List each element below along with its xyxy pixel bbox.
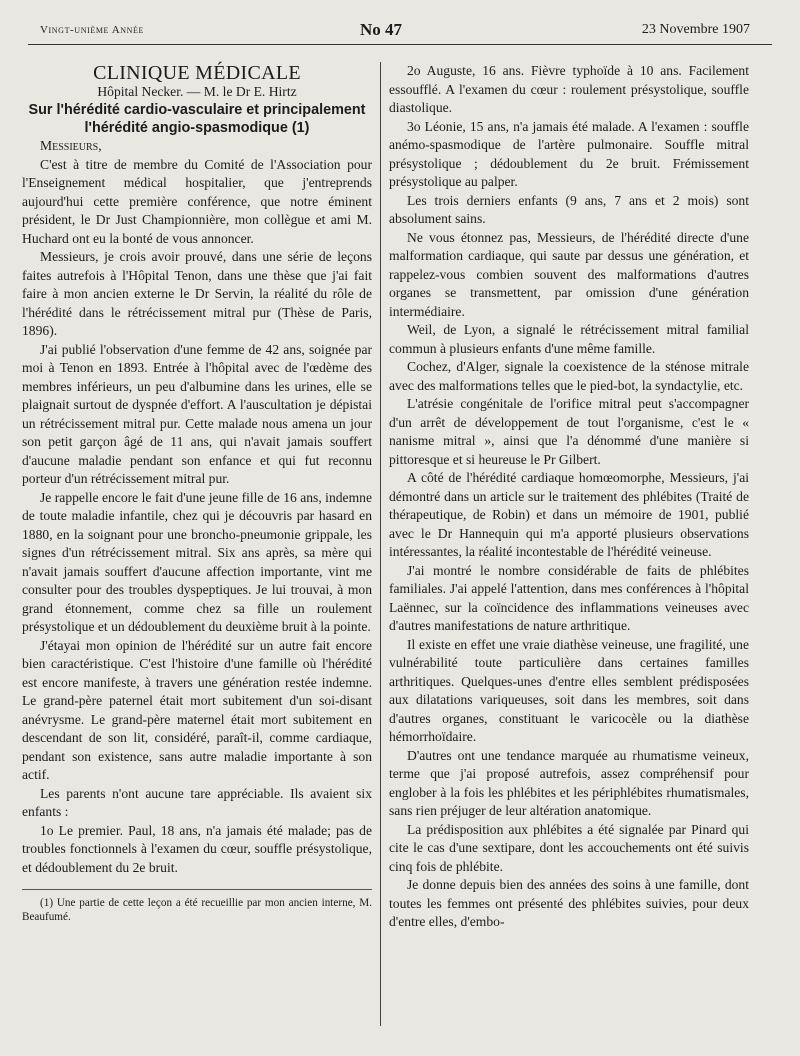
paragraph: 3o Léonie, 15 ans, n'a jamais été malade. A l'examen : souffle anémo-spasmodique de l'artère pulmonaire. Souffle mitral présystolique ; dédoublement du 2e bruit. Frémissement présystolique au palper.	[389, 118, 749, 189]
section-title: CLINIQUE MÉDICALE	[93, 62, 301, 84]
paragraph: La prédisposition aux phlébites a été signalée par Pinard qui cite le cas d'une sextipare, dont les accouchements ont été suivis cinq fois de phlébite.	[389, 821, 749, 874]
paragraph: 2o Auguste, 16 ans. Fièvre typhoïde à 10 ans. Facilement essoufflé. A l'examen du cœur : roulement présystolique, souffle diastolique.	[389, 63, 749, 115]
footnote-rule	[22, 889, 372, 890]
paragraph: J'ai publié l'observation d'une femme de 42 ans, soignée par moi à Tenon en 1893. Entrée à l'hôpital avec de l'œdème des membres inférieurs, un peu d'albumine dans les urines, elle se plaignait surtout de dyspnée d'effort. A l'auscultation je dépistai un rétrécissement mitral pur. Cette malade nous amena un jour son petit garçon âgé de 11 ans, qui n'avait jamais souffert d'aucune maladie pendant son enfance et qui fut reconnu porteur d'un rétrécissement mitral pur.	[22, 341, 372, 486]
column-divider	[380, 62, 381, 1026]
paragraph: Ne vous étonnez pas, Messieurs, de l'hérédité directe d'une malformation cardiaque, qui saute par dessus une génération, et rappelez-vous combien souvent des malformations d'autres organes se transmettent, par omission d'une génération intermédiaire.	[389, 229, 749, 319]
paragraph: 1o Le premier. Paul, 18 ans, n'a jamais été malade; pas de troubles fonctionnels à l'examen du cœur, souffle présystolique, et dédoublement du 2e bruit.	[22, 822, 372, 875]
left-column	[22, 64, 372, 924]
right-column	[389, 62, 749, 932]
paragraph: L'atrésie congénitale de l'orifice mitral peut s'accompagner d'un arrêt de développement de tout l'organisme, c'est le « nanisme mitral », ainsi que l'a dénommé d'une manière si pittoresque et si heureuse le Pr Gilbert.	[389, 396, 749, 467]
running-header	[30, 20, 770, 42]
paragraph: Je donne depuis bien des années des soins à une famille, dont toutes les femmes ont présenté des phlébites suivies, pour deux d'entre elles, d'embo-	[389, 877, 749, 929]
salutation: Messieurs,	[40, 138, 102, 153]
paragraph: D'autres ont une tendance marquée au rhumatisme veineux, terme que j'ai proposé autrefois, assez compréhensif pour englober à la fois les phlébites et les périphlébites rhumatismales, sans rien préjuger de leur altération anatomique.	[389, 747, 749, 818]
paragraph: Il existe en effet une vraie diathèse veineuse, une fragilité, une vulnérabilité toute particulière dans certaines familles arthritiques. Quelques-unes d'entre elles semblent prédisposées aux dilatations variqueuses, soit dans les membres, soit dans d'autres organes, constituant le varicocèle ou la diathèse hémorrhoïdaire.	[389, 636, 749, 744]
paragraph: Weil, de Lyon, a signalé le rétrécissement mitral familial commun à plusieurs enfants d'une même famille.	[389, 322, 749, 356]
header-rule	[28, 44, 772, 45]
paragraph: C'est à titre de membre du Comité de l'Association pour l'Enseignement médical hospitalier, que j'entreprends aujourd'hui cette première conférence, que notre éminent président, le Dr Just Championnière, mon collègue et ami M. Huchard ont eu la bonté de vous annoncer.	[22, 156, 372, 246]
issue-date: 23 Novembre 1907	[641, 22, 750, 37]
paragraph: A côté de l'hérédité cardiaque homœomorphe, Messieurs, j'ai démontré dans un article sur le traitement des phlébites (Traité de thérapeutique, de Robin) et dans un mémoire de 1901, publié avec le Dr Hannequin qui m'a apporté plusieurs observations intéressantes, la réalité incontestable de l'hérédité veineuse.	[389, 470, 749, 559]
article-title: Sur l'hérédité cardio-vasculaire et principalement l'hérédité angio-spasmodique (1)	[28, 102, 366, 136]
paragraph: J'étayai mon opinion de l'hérédité sur un autre fait encore bien caractéristique. C'est l'histoire d'une famille où l'hérédité est encore manifeste, à travers une génération restée indemne. Le grand-père paternel était mort subitement d'un soi-disant anévrysme. Le grand-père maternel était mort subitement en descendant de son lit, considéré, paraît-il, comme cardiaque, pendant son existence, sans autre maladie importante à son actif.	[22, 637, 372, 782]
paragraph: Les trois derniers enfants (9 ans, 7 ans et 2 mois) sont absolument sains.	[389, 192, 749, 226]
paragraph: Les parents n'ont aucune tare appréciable. Ils avaient six enfants :	[22, 785, 372, 819]
paragraph: Messieurs, je crois avoir prouvé, dans une série de leçons faites autrefois à l'Hôpital Tenon, dans une thèse que j'ai fait faire à mon ancien externe le Dr Servin, la réalité du rôle de l'hérédité dans le rétrécissement mitral pur (Thèse de Paris, 1896).	[22, 249, 372, 338]
footnote: (1) Une partie de cette leçon a été recueillie par mon ancien interne, M. Beaufumé.	[22, 897, 372, 923]
paragraph: J'ai montré le nombre considérable de faits de phlébites familiales. J'ai appelé l'attention, dans mes conférences à l'hôpital Laënnec, sur la coïncidence des inflammations veineuses avec d'autres manifestations de nature arthritique.	[389, 562, 749, 633]
paragraph: Cochez, d'Alger, signale la coexistence de la sténose mitrale avec des malformations telles que le pied-bot, la syndactylie, etc.	[389, 359, 749, 393]
author-line: Hôpital Necker. — M. le Dr E. Hirtz	[97, 83, 297, 99]
issue-number: No 47	[360, 20, 403, 39]
volume-label: Vingt-unième Année	[40, 24, 145, 36]
paragraph: Je rappelle encore le fait d'une jeune fille de 16 ans, indemne de toute maladie infantile, chez qui je découvris par hasard en 1880, en la soignant pour une broncho-pneumonie grippale, les signes d'un rétrécissement mitral. Six ans après, sa mère qui n'avait jamais souffert d'aucune affection importante, vint me consulter pour des troubles dyspeptiques. Je lui trouvai, à mon grand étonnement, comme chez sa fille un roulement présystolique et un dédoublement du deuxième bruit à la pointe.	[22, 489, 372, 634]
